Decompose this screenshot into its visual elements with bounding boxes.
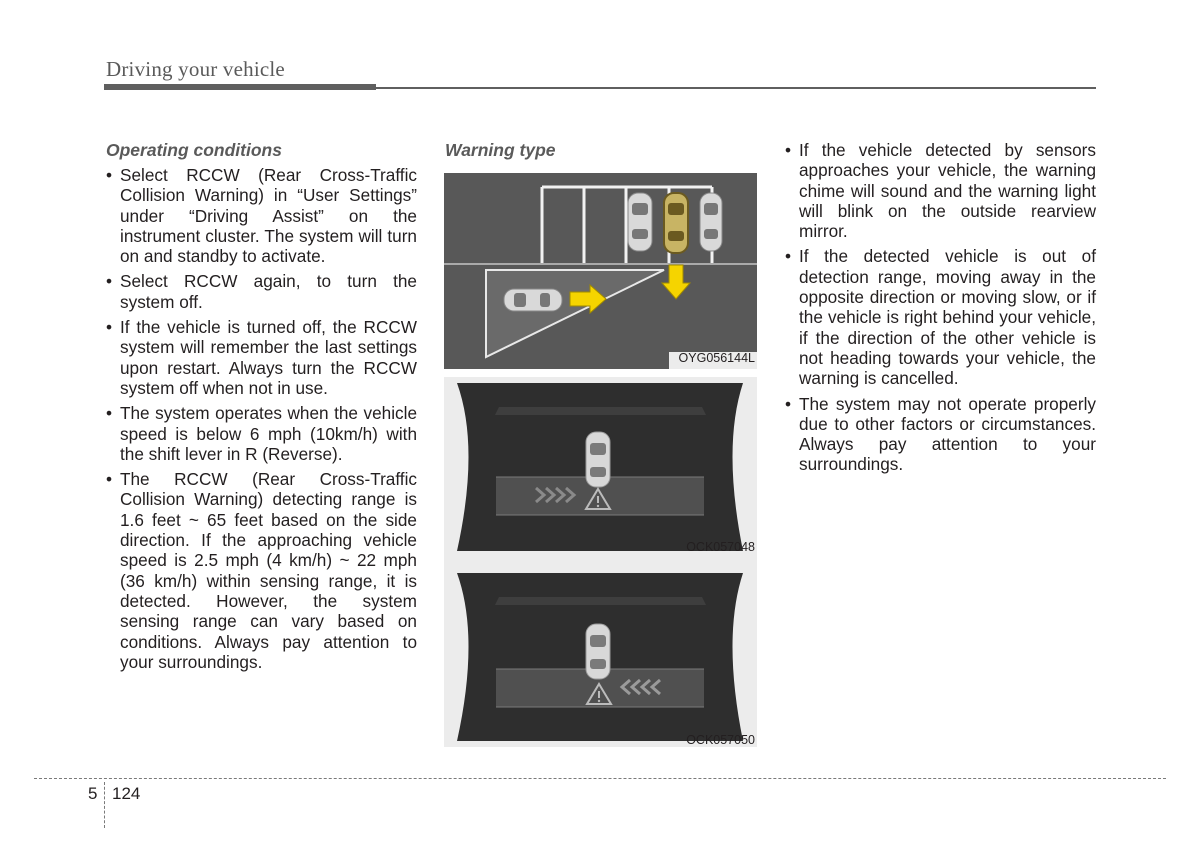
own-vehicle (664, 193, 688, 253)
footer-page-divider (104, 782, 105, 828)
list-item: • Select RCCW (Rear Cross-Traffic Collision Warning) in “User Settings” under “Driving Assist” on the instrument cluster. The system will turn on and standby to activate. (106, 165, 417, 266)
footer-divider (34, 778, 1166, 779)
operating-conditions-heading: Operating conditions (106, 140, 282, 160)
page-number: 124 (112, 784, 141, 803)
own-car-icon (586, 624, 610, 679)
display-warning-left-figure (444, 377, 757, 557)
list-item: • Select RCCW again, to turn the system off. (106, 271, 417, 312)
warning-details-list (785, 140, 1096, 475)
header-rule-thin (376, 87, 1096, 89)
list-item: • The system operates when the vehicle speed is below 6 mph (10km/h) with the shift lever in R (Reverse). (106, 403, 417, 464)
parking-lot-illustration (444, 173, 757, 369)
display-warning-left-illustration (444, 377, 757, 557)
page-header-title: Driving your vehicle (106, 57, 285, 81)
display-warning-right-illustration (444, 557, 757, 747)
parked-car-right (700, 193, 722, 251)
list-item: • If the vehicle detected by sensors approaches your vehicle, the warning chime will sound and the warning light will blink on the outside rearview mirror. (785, 140, 1096, 241)
figure-code: OCK057048 (686, 540, 755, 554)
parked-car-left (628, 193, 652, 251)
list-item: • If the detected vehicle is out of detection range, moving away in the opposite direction or moving slow, or if the vehicle is right behind your vehicle, if the direction of the other vehicle is not heading towards your vehicle, the warning is cancelled. (785, 246, 1096, 388)
approaching-car (504, 289, 562, 311)
warning-details-section (785, 140, 1096, 480)
warning-type-heading: Warning type (445, 140, 556, 160)
list-item: • The RCCW (Rear Cross-Traffic Collision Warning) detecting range is 1.6 feet ~ 65 feet based on the side direction. If the approaching vehicle speed is 2.5 mph (4 km/h) ~ 22 mph (36 km/h) within sensing range, it is detected. However, the system sensing range can vary based on conditions. Always pay attention to your surroundings. (106, 469, 417, 672)
figure-code: OCK057050 (686, 733, 755, 747)
list-item: • If the vehicle is turned off, the RCCW system will remember the last settings upon restart. Always turn the RCCW system off when not in use. (106, 317, 417, 398)
list-item: • The system may not operate properly due to other factors or circumstances. Always pay attention to your surroundings. (785, 394, 1096, 475)
display-warning-right-figure (444, 557, 757, 747)
operating-conditions-list (106, 165, 417, 672)
operating-conditions-section (106, 140, 417, 677)
chapter-number: 5 (88, 784, 98, 803)
figure-code: OYG056144L (678, 351, 755, 365)
parking-lot-figure (444, 173, 757, 369)
header-rule-thick (104, 84, 376, 90)
own-car-icon (586, 432, 610, 487)
